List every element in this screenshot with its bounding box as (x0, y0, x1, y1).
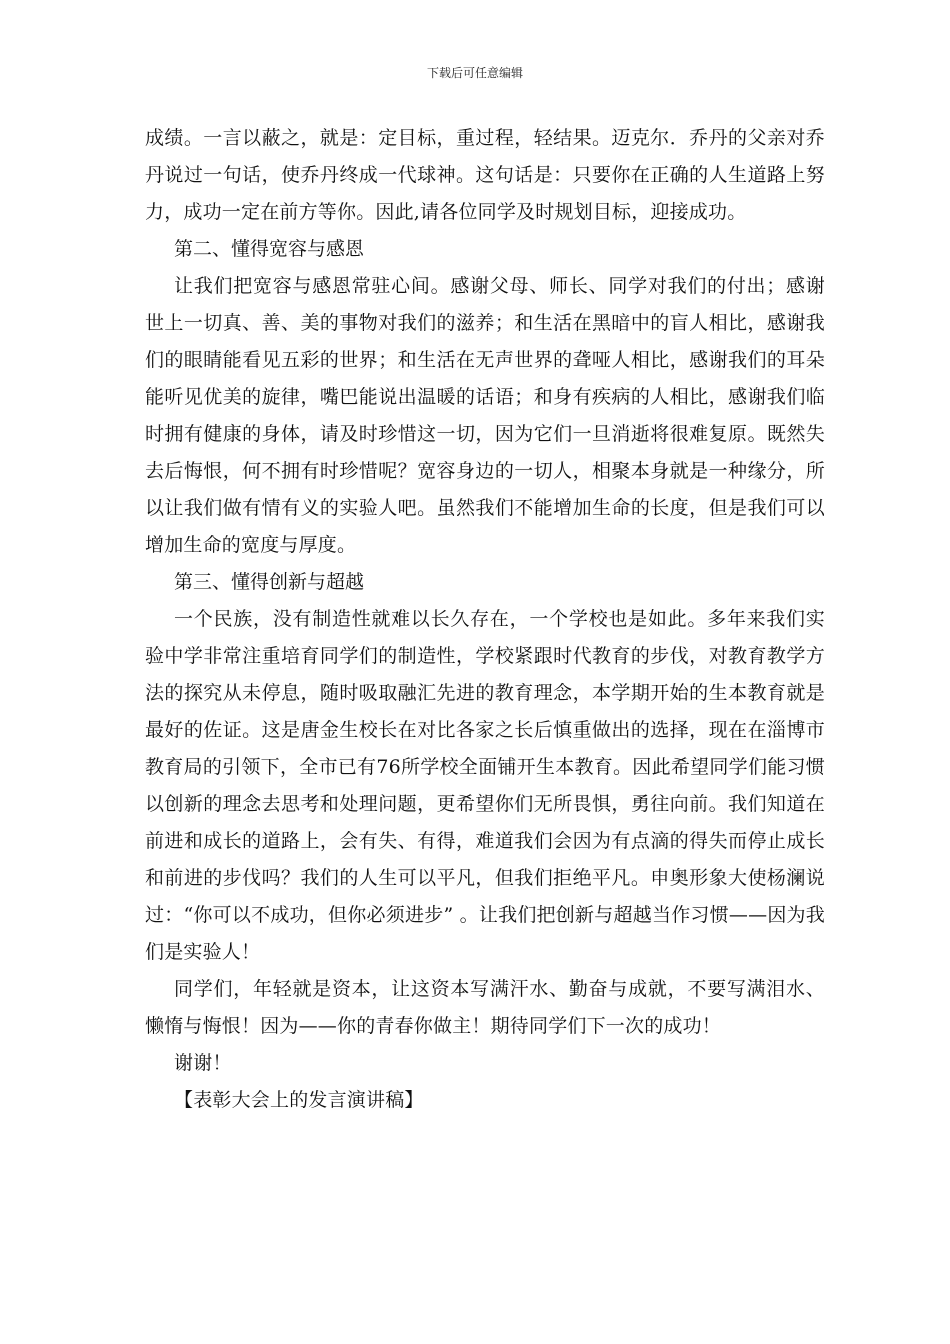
paragraph-innovation: 一个民族，没有制造性就难以长久存在，一个学校也是如此。多年来我们实验中学非常注重培育同学们的制造性，学校紧跟时代教育的步伐，对教育教学方法的探究从未停息，随时吸取融汇先进的教育理念，本学期开始的生本教育就是最好的佐证。这是唐金生校长在对比各家之长后慎重做出的选择，现在在淄博市教育局的引领下，全市已有76所学校全面铺开生本教育。因此希望同学们能习惯以创新的理念去思考和处理问题，更希望你们无所畏惧，勇往向前。我们知道在前进和成长的道路上，会有失、有得，难道我们会因为有点滴的得失而停止成长和前进的步伐吗？我们的人生可以平凡，但我们拒绝平凡。申奥形象大使杨澜说过：“你可以不成功，但你必须进步” 。让我们把创新与超越当作习惯——因为我们是实验人！ (145, 608, 825, 963)
paragraph-speech-title: 【表彰大会上的发言演讲稿】 (174, 1089, 424, 1111)
document-body (145, 120, 825, 1119)
paragraph-thanks: 谢谢！ (174, 1052, 232, 1074)
paragraph-tolerance-gratitude: 让我们把宽容与感恩常驻心间。感谢父母、师长、同学对我们的付出；感谢世上一切真、善、美的事物对我们的滋养；和生活在黑暗中的盲人相比，感谢我们的眼睛能看见五彩的世界；和生活在无声世界的聋哑人相比，感谢我们的耳朵能听见优美的旋律，嘴巴能说出温暖的话语；和身有疾病的人相比，感谢我们临时拥有健康的身体，请及时珍惜这一切，因为它们一旦消逝将很难复原。既然失去后悔恨，何不拥有时珍惜呢？宽容身边的一切人，相聚本身就是一种缘分，所以让我们做有情有义的实验人吧。虽然我们不能增加生命的长度，但是我们可以增加生命的宽度与厚度。 (145, 275, 825, 556)
paragraph-conclusion-goals: 成绩。一言以蔽之，就是：定目标，重过程，轻结果。迈克尔．乔丹的父亲对乔丹说过一句话，使乔丹终成一代球神。这句话是：只要你在正确的人生道路上努力，成功一定在前方等你。因此,请各位同学及时规划目标，迎接成功。 (145, 127, 825, 223)
page-header-note: 下载后可任意编辑 (426, 66, 523, 80)
section-heading-tolerance-gratitude: 第二、懂得宽容与感恩 (174, 238, 365, 260)
section-heading-innovation: 第三、懂得创新与超越 (174, 571, 365, 593)
paragraph-closing-remarks: 同学们，年轻就是资本，让这资本写满汗水、勤奋与成就，不要写满泪水、懒惰与悔恨！因为——你的青春你做主！期待同学们下一次的成功！ (145, 978, 825, 1037)
